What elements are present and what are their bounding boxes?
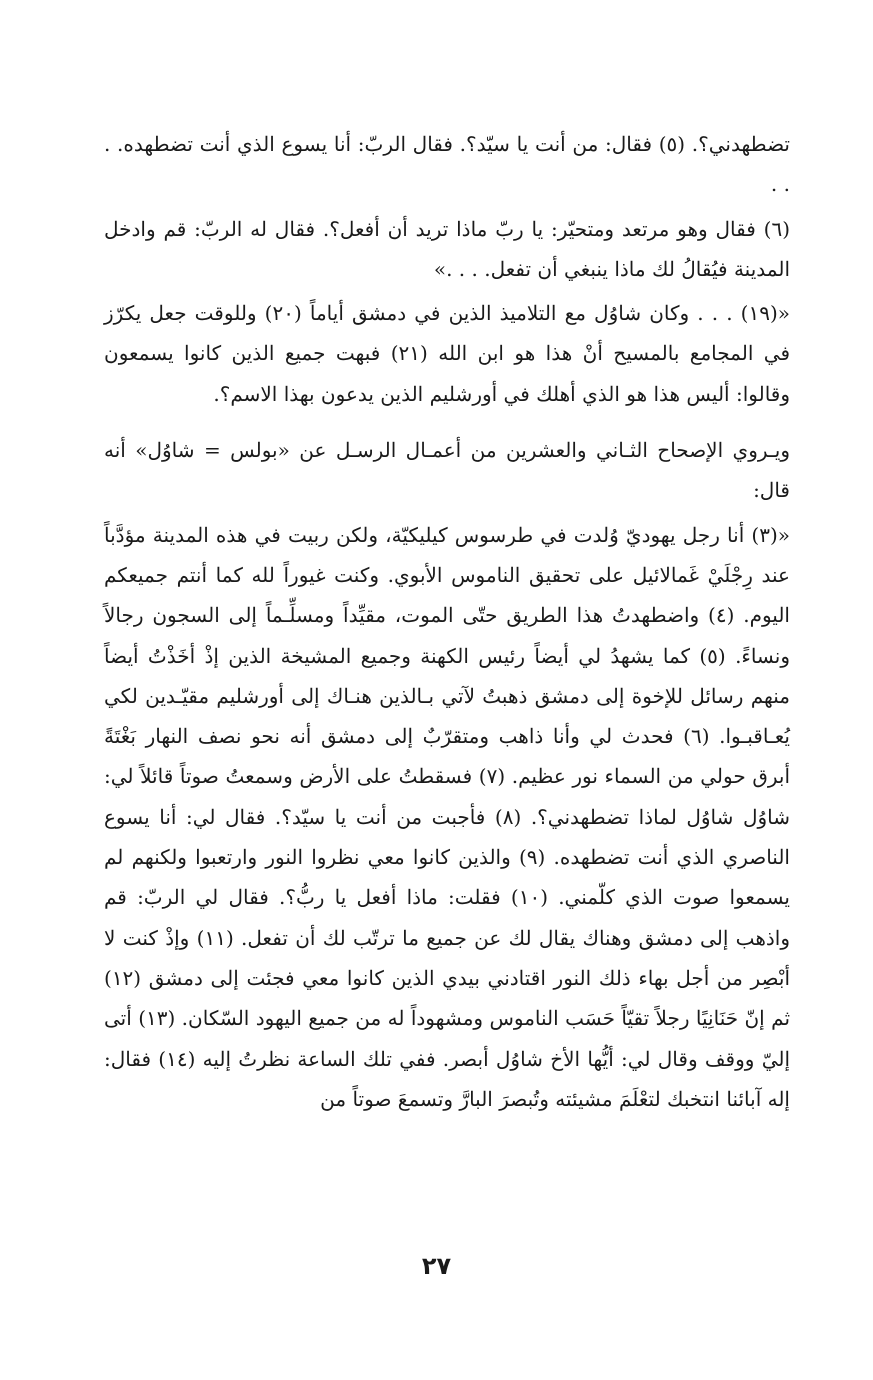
paragraph-2: (٦) فقال وهو مرتعد ومتحيّر: يا ربّ ماذا تريد أن أفعل؟. فقال له الربّ: قم وادخل المدينة فيُقالُ لك ماذا ينبغي أن تفعل. . . .» [104, 216, 790, 281]
paragraph-4: ويـروي الإصحاح الثـاني والعشرين من أعمـال الرسـل عن «بولس = شاوُل» أنه قال: [104, 438, 790, 503]
page-number: ٢٧ [421, 1252, 452, 1280]
paragraph-3: «(١٩) . . . وكان شاوُل مع التلاميذ الذين في دمشق أياماً (٢٠) وللوقت جعل يكرّز في المجامع بالمسيح أنْ هذا هو ابن الله (٢١) فبهت جميع الذين كانوا يسمعون وقالوا: أليس هذا هو الذي أهلك في أورشليم الذين يدعون بهذا الاسم؟. [104, 301, 791, 406]
paragraph-1: تضطهدني؟. (٥) فقال: من أنت يا سيّد؟. فقال الربّ: أنا يسوع الذي أنت تضطهده. . . . [104, 132, 790, 197]
page-body [104, 124, 790, 1119]
paragraph-5: «(٣) أنا رجل يهوديّ وُلدت في طرسوس كيليكيّة، ولكن ربيت في هذه المدينة مؤدَّباً عند رِجْلَيْ غَمالائيل على تحقيق الناموس الأبوي. وكنت غيوراً لله كما أنتم جميعكم اليوم. (٤) واضطهدتُ هذا الطريق حتّى الموت، مقيِّداً ومسلِّـماً إلى السجون رجالاً ونساءً. (٥) كما يشهدُ لي أيضاً رئيس الكهنة وجميع المشيخة الذين إذْ أخَذْتُ أيضاً منهم رسائل للإخوة إلى دمشق ذهبتُ لآتي بـالذين هنـاك إلى أورشليم مقيّـدين لكي يُعـاقبـوا. (٦) فحدث لي وأنا ذاهب ومتقرّبٌ إلى دمشق أنه نحو نصف النهار بَغْتَةً أبرق حولي من السماء نور عظيم. (٧) فسقطتُ على الأرض وسمعتُ صوتاً قائلاً لي: شاوُل شاوُل لماذا تضطهدني؟. (٨) فأجبت من أنت يا سيّد؟. فقال لي: أنا يسوع الناصري الذي أنت تضطهده. (٩) والذين كانوا معي نظروا النور وارتعبوا ولكنهم لم يسمعوا صوت الذي كلّمني. (١٠) فقلت: ماذا أفعل يا ربُّ؟. فقال لي الربّ: قم واذهب إلى دمشق وهناك يقال لك عن جميع ما ترتّب لك أن تفعل. (١١) وإذْ كنت لا أبْصِر من أجل بهاء ذلك النور اقتادني بيدي الذين كانوا معي فجئت إلى دمشق (١٢) ثم إنّ حَنَانِيًا رجلاً تقيّاً حَسَب الناموس ومشهوداً له من جميع اليهود السّكان. (١٣) أتى إليّ ووقف وقال لي: أيُّها الأخ شاوُل أبصر. ففي تلك الساعة نظرتُ إليه (١٤) فقال: إله آبائنا انتخبك لتعْلَمَ مشيئته وتُبصرَ البارَّ وتسمعَ صوتاً من [104, 522, 791, 1111]
